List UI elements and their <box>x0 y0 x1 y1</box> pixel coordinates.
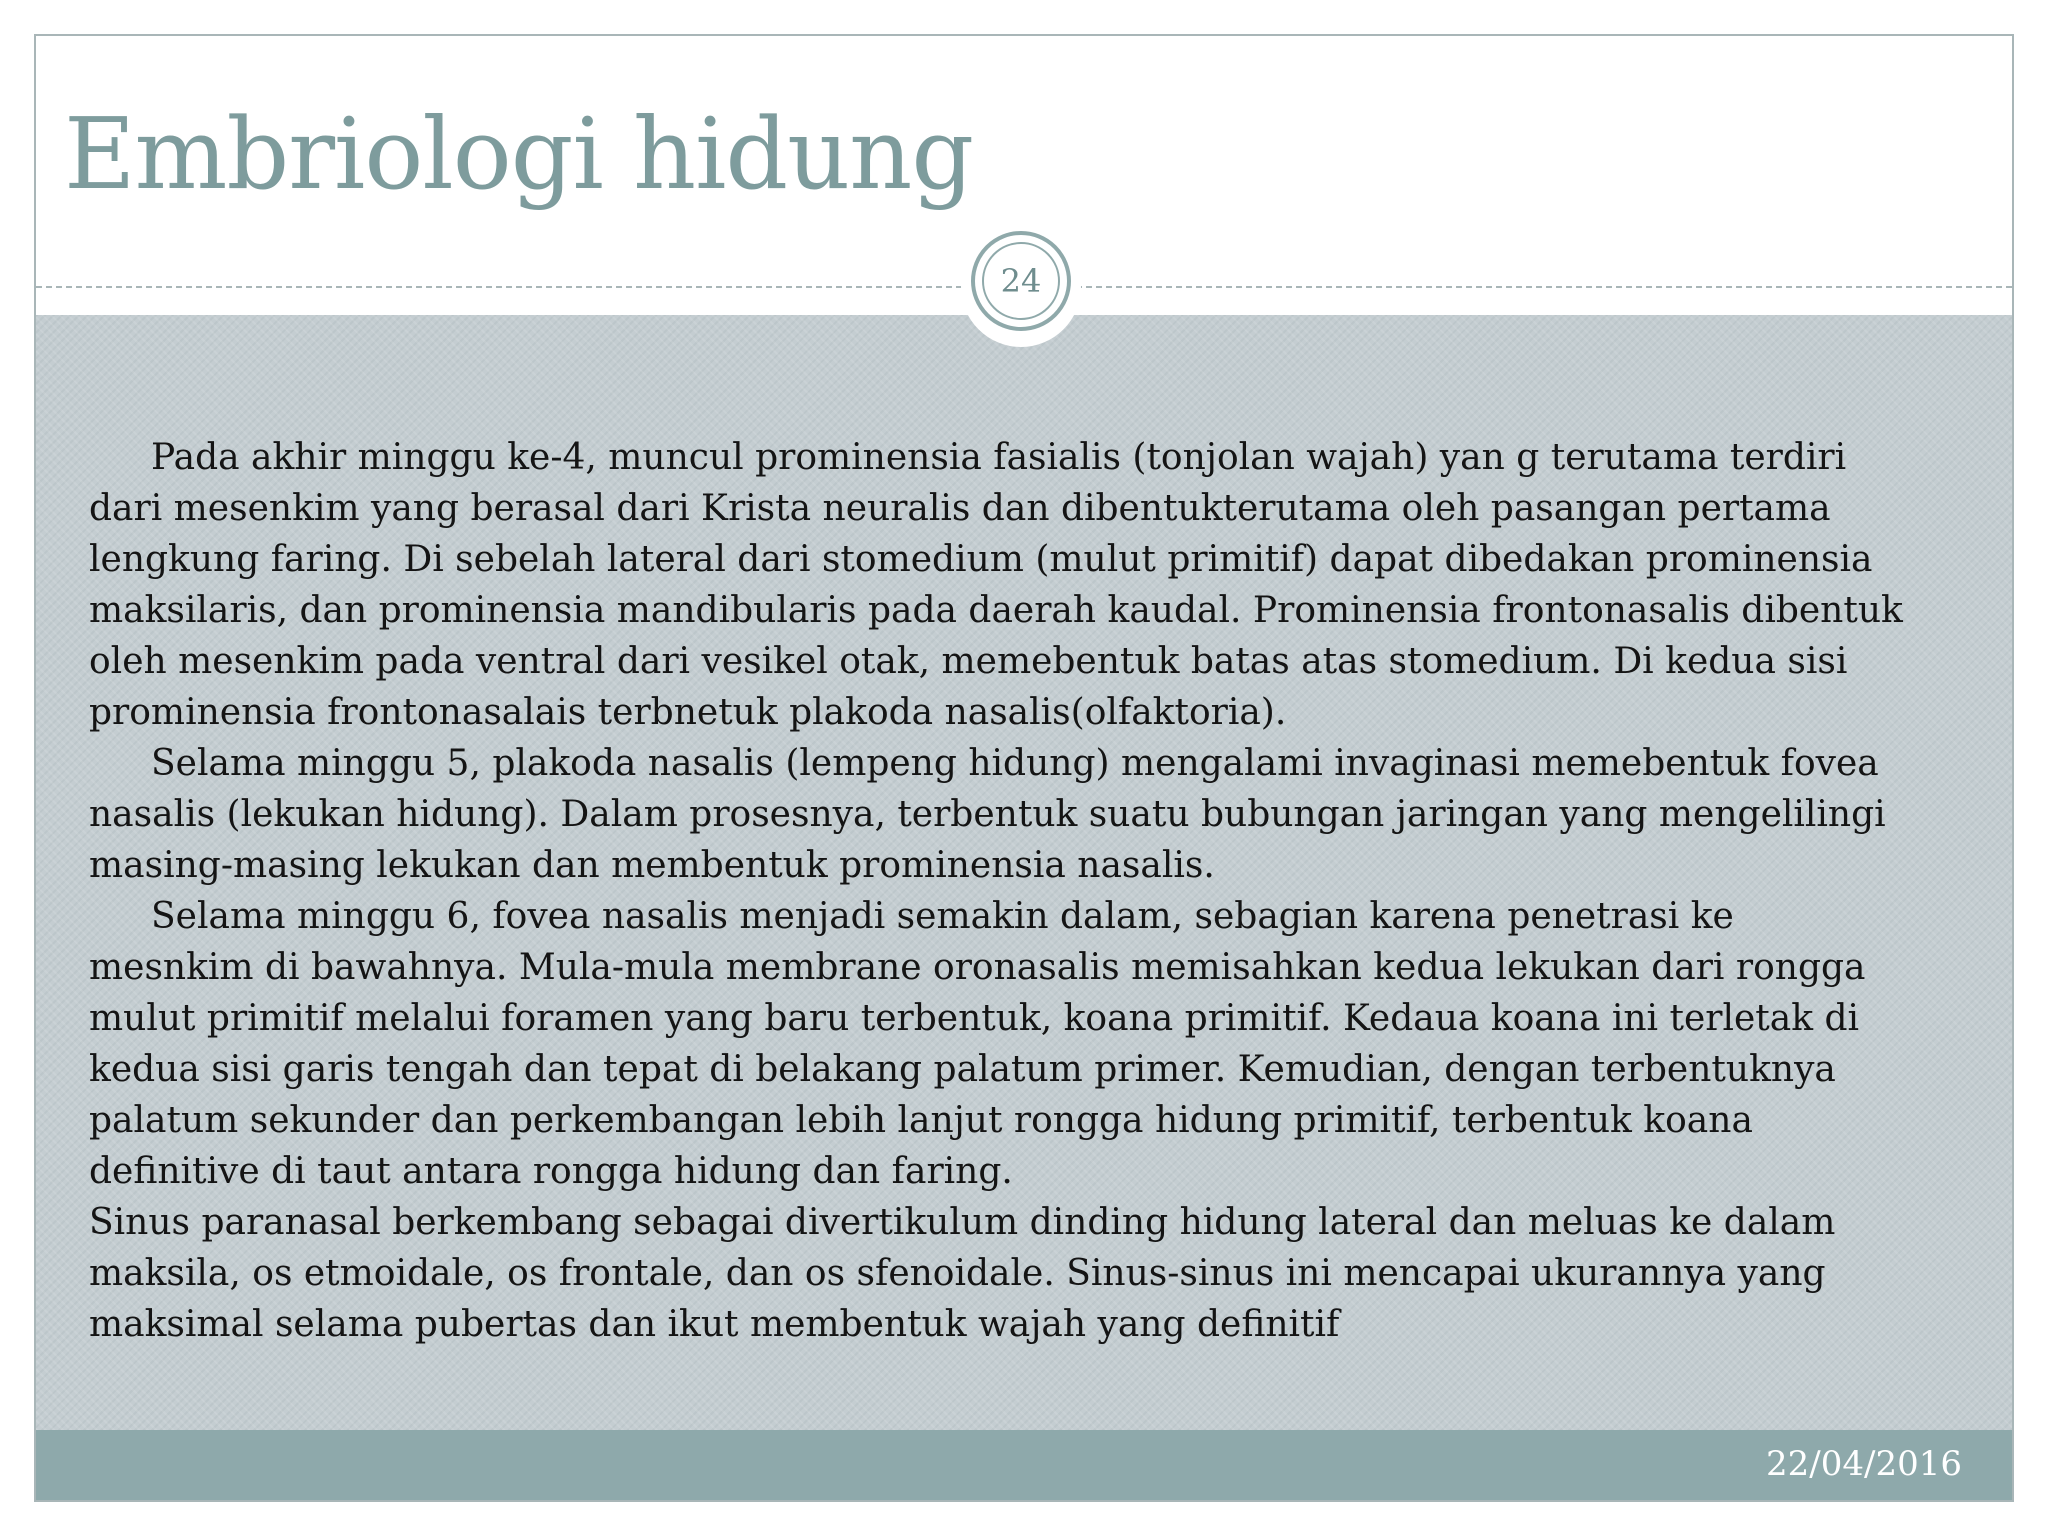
paragraph: Selama minggu 5, plakoda nasalis (lempeng hidung) mengalami invaginasi memebentuk fovea nasalis (lekukan hidung). Dalam prosesnya, terbentuk suatu bubungan jaringan yang mengelilingi masing-masing lekukan dan membentuk prominensia nasalis. <box>89 743 1886 886</box>
page-number: 24 <box>982 242 1060 320</box>
page-number-badge <box>971 231 1071 331</box>
footer-bar <box>36 1430 2012 1500</box>
slide-title: Embriologi hidung <box>64 98 974 212</box>
slide-date: 22/04/2016 <box>1766 1444 1962 1484</box>
paragraph: Selama minggu 6, fovea nasalis menjadi semakin dalam, sebagian karena penetrasi ke mesnkim di bawahnya. Mula-mula membrane oronasalis memisahkan kedua lekukan dari rongga mulut primitif melalui foramen yang baru terbentuk, koana primitif. Kedaua koana ini terletak di kedua sisi garis tengah dan tepat di belakang palatum primer. Kemudian, dengan terbentuknya palatum sekunder dan perkembangan lebih lanjut rongga hidung primitif, terbentuk koana definitive di taut antara rongga hidung dan faring. <box>89 896 1866 1192</box>
body-text <box>89 432 1909 1350</box>
paragraph: Sinus paranasal berkembang sebagai divertikulum dinding hidung lateral dan meluas ke dalam maksila, os etmoidale, os frontale, dan os sfenoidale. Sinus-sinus ini mencapai ukurannya yang maksimal selama pubertas dan ikut membentuk wajah yang definitif <box>89 1202 1836 1345</box>
content-panel <box>36 315 2012 1430</box>
paragraph: Pada akhir minggu ke-4, muncul prominensia fasialis (tonjolan wajah) yan g terutama terdiri dari mesenkim yang berasal dari Krista neuralis dan dibentukterutama oleh pasangan pertama lengkung faring. Di sebelah lateral dari stomedium (mulut primitif) dapat dibedakan prominensia maksilaris, dan prominensia mandibularis pada daerah kaudal. Prominensia frontonasalis dibentuk oleh mesenkim pada ventral dari vesikel otak, memebentuk batas atas stomedium. Di kedua sisi prominensia frontonasalais terbnetuk plakoda nasalis(olfaktoria). <box>89 437 1903 733</box>
